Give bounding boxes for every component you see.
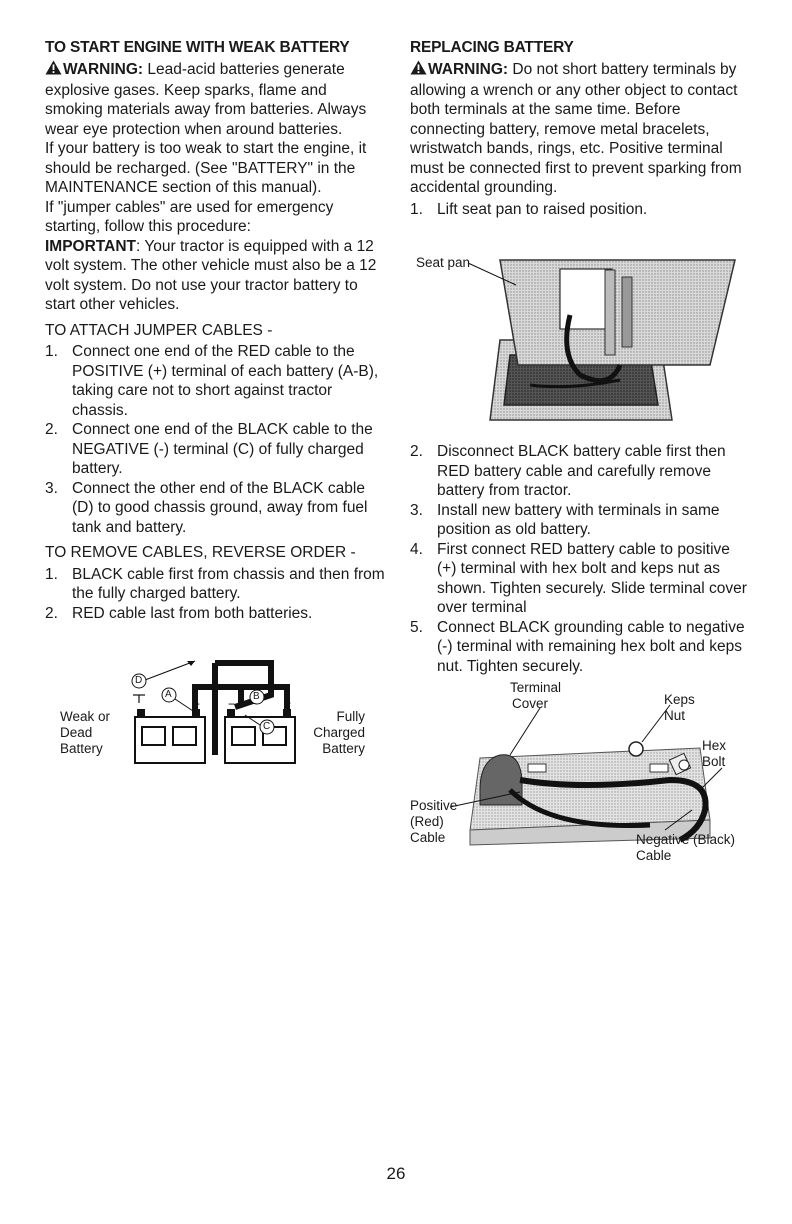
warning-label: WARNING: [428,61,509,78]
attach-steps [45,342,385,537]
list-item: 2. Disconnect BLACK battery cable first then RED battery cable and carefully remove battery from tractor. [410,443,726,499]
seat-pan-illustration [410,255,752,425]
letter-b: B [253,691,260,702]
list-item: 4. First connect RED battery cable to positive (+) terminal with hex bolt and keps nut as shown. Tighten securely. Slide terminal cover over terminal [410,540,747,616]
warning-text: Do not short battery terminals by allowing a wrench or any other object to contact both terminals at the same time. Before connecting battery, remove metal bracelets, wristwatch bands, rings, etc. Positive terminal must be connected first to prevent sparking from accidental grounding. [410,61,742,196]
charged-battery-label: Fully Charged Battery [313,709,365,756]
hex-bolt-label: Hex Bolt [702,738,727,769]
svg-text:+: + [284,696,292,710]
terminal-cover-label: Terminal Cover [510,680,562,711]
warning-triangle-icon [410,60,427,81]
weak-battery-label: Weak or Dead Battery [60,709,111,756]
seat-pan-label: Seat pan [416,255,471,270]
list-item: 1. BLACK cable first from chassis and then from the fully charged battery. [45,565,385,602]
replace-steps-list [410,442,752,676]
left-column [45,38,385,625]
list-item: 2. RED cable last from both batteries. [45,604,313,622]
attach-heading: TO ATTACH JUMPER CABLES - [45,321,273,339]
list-item: 5. Connect BLACK grounding cable to negative (-) terminal with remaining hex bolt and keps nut. Tighten securely. [410,618,745,675]
warning-label: WARNING: [63,61,144,78]
list-item: 1. Lift seat pan to raised position. [410,200,648,218]
list-item: 2. Connect one end of the BLACK cable to the NEGATIVE (-) terminal (C) of fully charged battery. [45,421,373,477]
paragraph-recharge: If your battery is too weak to start the engine, it should be recharged. (See "BATTERY" in the MAINTENANCE section of this manual). [45,140,367,196]
replace-warning [410,60,752,198]
letter-a: A [165,689,172,700]
list-item: 1. Connect one end of the RED cable to the POSITIVE (+) terminal of each battery (A-B), taking care not to short against tractor chassis. [45,343,379,419]
negative-cable-label: Negative (Black) Cable [636,832,736,863]
svg-text:−: − [137,713,144,725]
right-column [410,38,752,221]
svg-text:+: + [193,697,201,711]
weak-battery-warning [45,60,385,139]
replace-step-1 [410,200,752,220]
warning-text: Lead-acid batteries generate explosive gases. Keep sparks, flame and smoking materials away from batteries. Always wear eye protection when around batteries. [45,61,367,138]
page-number: 26 [386,1164,406,1183]
replace-steps [410,440,752,678]
remove-steps [45,565,385,624]
keps-nut-label: Keps Nut [664,692,695,723]
remove-heading: TO REMOVE CABLES, REVERSE ORDER - [45,544,356,561]
weak-battery-heading: TO START ENGINE WITH WEAK BATTERY [45,39,350,56]
paragraph-jumper: If "jumper cables" are used for emergency starting, follow this procedure: [45,198,334,235]
important-label: IMPORTANT [45,237,136,255]
letter-c: C [263,721,271,732]
list-item: 3. Connect the other end of the BLACK cable (D) to good chassis ground, away from fuel tank and battery. [45,479,368,536]
warning-triangle-icon [45,60,62,81]
important-text: : Your tractor is equipped with a 12 volt system. The other vehicle must also be a 12 volt system. Do not use your tractor battery to start other vehicles. [45,237,377,313]
battery-terminal-figure [410,680,760,870]
list-item: 3. Install new battery with terminals in same position as old battery. [410,501,720,538]
seat-pan-figure [410,255,752,425]
jumper-cable-diagram [45,655,385,775]
svg-text:−: − [228,697,236,711]
letter-d: D [135,675,143,686]
replacing-battery-heading: REPLACING BATTERY [410,39,574,56]
important-note [45,237,385,315]
positive-cable-label: Positive (Red) Cable [410,798,458,845]
